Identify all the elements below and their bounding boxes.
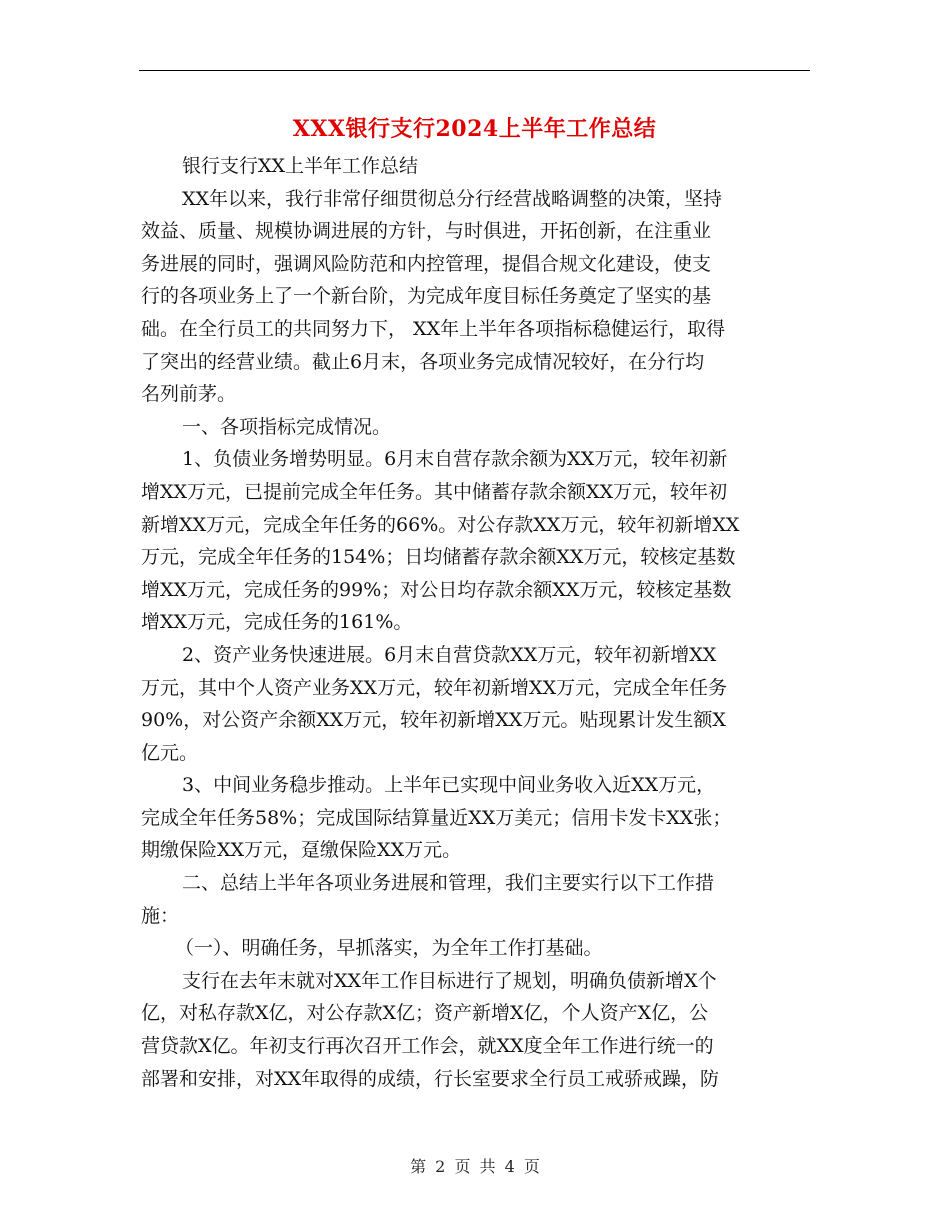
section-heading: 一、各项指标完成情况。 [182, 415, 392, 438]
page-indicator: 第 2 页 共 4 页 [410, 1157, 540, 1176]
paragraph-line: 础。在全行员工的共同努力下， XX年上半年各项指标稳健运行，取得 [141, 317, 726, 340]
subtitle-line: 银行支行XX上半年工作总结 [182, 155, 419, 177]
paragraph-line: 3、中间业务稳步推动。上半年已实现中间业务收入近XX万元， [182, 774, 716, 797]
paragraph-line: 亿，对私存款X亿，对公存款X亿；资产新增X亿，个人资产X亿，公 [141, 1002, 709, 1025]
document-body [141, 150, 812, 1095]
paragraph-line: 增XX万元，已提前完成全年任务。其中储蓄存款余额XX万元，较年初 [141, 480, 728, 503]
paragraph-line: 支行在去年末就对XX年工作目标进行了规划，明确负债新增X个 [182, 969, 717, 992]
paragraph-line: 新增XX万元，完成全年任务的66%。对公存款XX万元，较年初新增XX [141, 513, 740, 536]
paragraph-line: 万元，其中个人资产业务XX万元，较年初新增XX万元，完成全年任务 [141, 676, 728, 699]
header-rule [139, 70, 810, 71]
subsection-heading: （一）、明确任务，早抓落实，为全年工作打基础。 [175, 937, 603, 960]
paragraph-line: 1、负债业务增势明显。6月末自营存款余额为XX万元，较年初新 [182, 448, 728, 471]
paragraph-line: 名列前茅。 [141, 383, 237, 406]
paragraph-line: 90%，对公资产余额XX万元，较年初新增XX万元。贴现累计发生额X [141, 709, 726, 732]
paragraph-line: 营贷款X亿。年初支行再次召开工作会，就XX度全年工作进行统一的 [141, 1035, 714, 1058]
paragraph-line: 增XX万元，完成任务的161%。 [141, 611, 413, 634]
paragraph-line: 亿元。 [141, 741, 199, 764]
paragraph-line: 部署和安排，对XX年取得的成绩，行长室要求全行员工戒骄戒躁，防 [141, 1067, 720, 1090]
paragraph-line: 完成全年任务58%；完成国际结算量近XX万美元；信用卡发卡XX张； [141, 806, 732, 829]
paragraph-line: 了突出的经营业绩。截止6月末，各项业务完成情况较好，在分行均 [141, 350, 705, 373]
paragraph-line: 施： [141, 904, 180, 927]
paragraph-line: 增XX万元，完成任务的99%；对公日均存款余额XX万元，较核定基数 [141, 578, 732, 601]
paragraph-line: 行的各项业务上了一个新台阶，为完成年度目标任务奠定了坚实的基 [141, 285, 712, 308]
section-heading: 二、总结上半年各项业务进展和管理，我们主要实行以下工作措 [182, 872, 715, 895]
paragraph-line: 2、资产业务快速进展。6月末自营贷款XX万元，较年初新增XX [182, 643, 717, 666]
paragraph-line: 务进展的同时，强调风险防范和内控管理，提倡合规文化建设，使支 [141, 252, 712, 275]
paragraph-line: 期缴保险XX万元，趸缴保险XX万元。 [141, 839, 462, 862]
paragraph-line: XX年以来，我行非常仔细贯彻总分行经营战略调整的决策，坚持 [182, 187, 723, 210]
paragraph-line: 效益、质量、规模协调进展的方针，与时俱进，开拓创新，在注重业 [141, 220, 712, 243]
paragraph-line: 万元，完成全年任务的154%；日均储蓄存款余额XX万元，较核定基数 [141, 546, 736, 569]
document-title: XXX银行支行2024上半年工作总结 [292, 116, 657, 142]
